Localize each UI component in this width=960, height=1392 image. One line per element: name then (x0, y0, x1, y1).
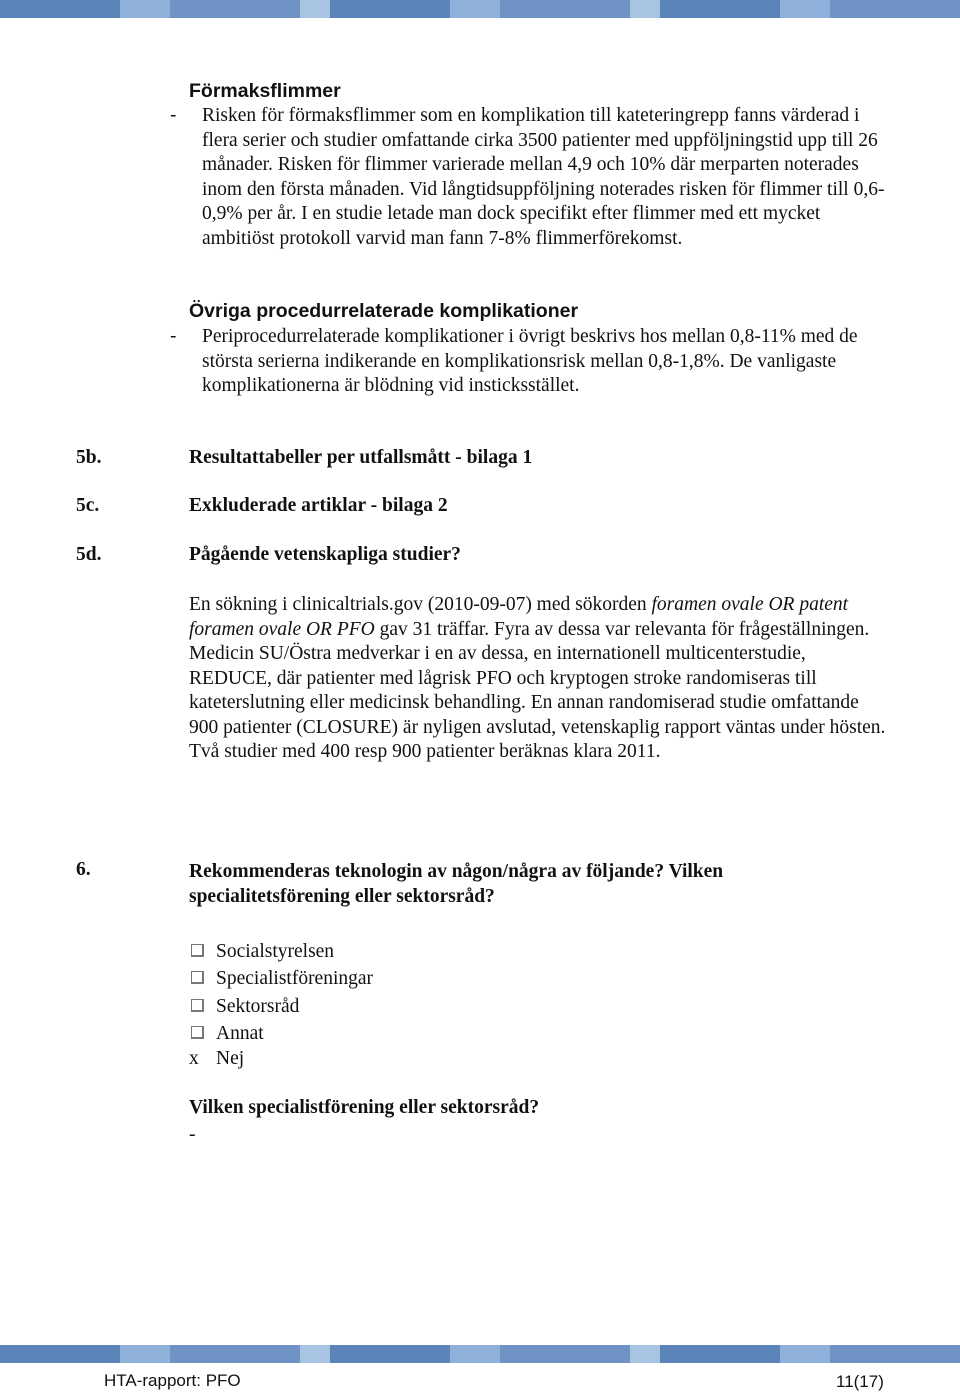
section-5d-text-pre: En sökning i clinicaltrials.gov (2010-09-07) med sökorden (189, 594, 652, 615)
option-label: Specialistföreningar (216, 968, 374, 989)
footer-page-number: 11(17) (836, 1372, 884, 1391)
checkbox-icon[interactable] (191, 944, 204, 957)
section-5d-text-post: gav 31 träffar. Fyra av dessa var relevanta för frågeställningen. Medicin SU/Östra medverkar i en av dessa, en internationell multicenterstudie, REDUCE, där patienter med lågrisk PFO och kryptogen stroke randomiseras till kateterslutning eller medicinsk behandling. En annan randomiserad studie omfattande 900 patienter (CLOSURE) är nyligen avslutad, vetenskaplig rapport väntas under hösten. Två studier med 400 resp 900 patienter beräknas klara 2011. (189, 618, 886, 762)
section-number-6: 6. (76, 859, 91, 880)
option-label: Sektorsråd (216, 996, 300, 1017)
section-number-5b: 5b. (76, 447, 102, 468)
section-heading-ovriga: Övriga procedurrelaterade komplikationer (189, 300, 579, 322)
section-title-6-line2: specialitetsförening eller sektorsråd? (189, 886, 495, 907)
ovriga-paragraph: Periprocedurrelaterade komplikationer i övrigt beskrivs hos mellan 0,8-11% med de största serierna indikerande en komplikationsrisk mellan 0,8-1,8%. De vanligaste komplikationerna är blödning vid insticksstället. (202, 326, 858, 396)
followup-answer: - (189, 1124, 196, 1145)
bullet-dash: - (170, 104, 177, 126)
section-5d-search-terms: foramen ovale OR patent foramen ovale OR PFO (189, 594, 849, 640)
formaksflimmer-paragraph: Risken för förmaksflimmer som en komplikation till kateteringrepp fanns värderad i flera serier och studier omfattande cirka 3500 patienter med uppföljningstid upp till 26 månader. Risken för flimmer varierade mellan 4,9 och 10% där merparten noterades inom den första månaden. Vid långtidsuppföljning noterades risken för flimmer till 0,6-0,9% per år. I en studie letade man dock specifikt efter flimmer med ett mycket ambitiöst protokoll varvid man fann 7-8% flimmerförekomst. (202, 105, 885, 249)
section-number-5c: 5c. (76, 495, 100, 516)
footer-band (0, 1345, 960, 1363)
section-title-5d: Pågående vetenskapliga studier? (189, 544, 461, 565)
option-label: Socialstyrelsen (216, 941, 335, 962)
bullet-dash: - (170, 325, 177, 347)
section-title-6-line1: Rekommenderas teknologin av någon/några av följande? Vilken (189, 861, 724, 882)
followup-question: Vilken specialistförening eller sektorsråd? (189, 1097, 540, 1118)
section-title-5b: Resultattabeller per utfallsmått - bilaga 1 (189, 447, 533, 468)
checkbox-icon[interactable] (191, 971, 204, 984)
checked-x-mark[interactable]: x (189, 1048, 199, 1069)
checkbox-icon[interactable] (191, 999, 204, 1012)
section-5d-paragraph (189, 593, 889, 765)
footer-report-title: HTA-rapport: PFO (104, 1371, 241, 1390)
header-band (0, 0, 960, 18)
option-label: Nej (216, 1048, 245, 1069)
checkbox-icon[interactable] (191, 1026, 204, 1039)
section-number-5d: 5d. (76, 544, 102, 565)
section-title-5c: Exkluderade artiklar - bilaga 2 (189, 495, 448, 516)
section-heading-formaksflimmer: Förmaksflimmer (189, 80, 341, 102)
section-title-6 (189, 859, 889, 909)
option-label: Annat (216, 1023, 264, 1044)
